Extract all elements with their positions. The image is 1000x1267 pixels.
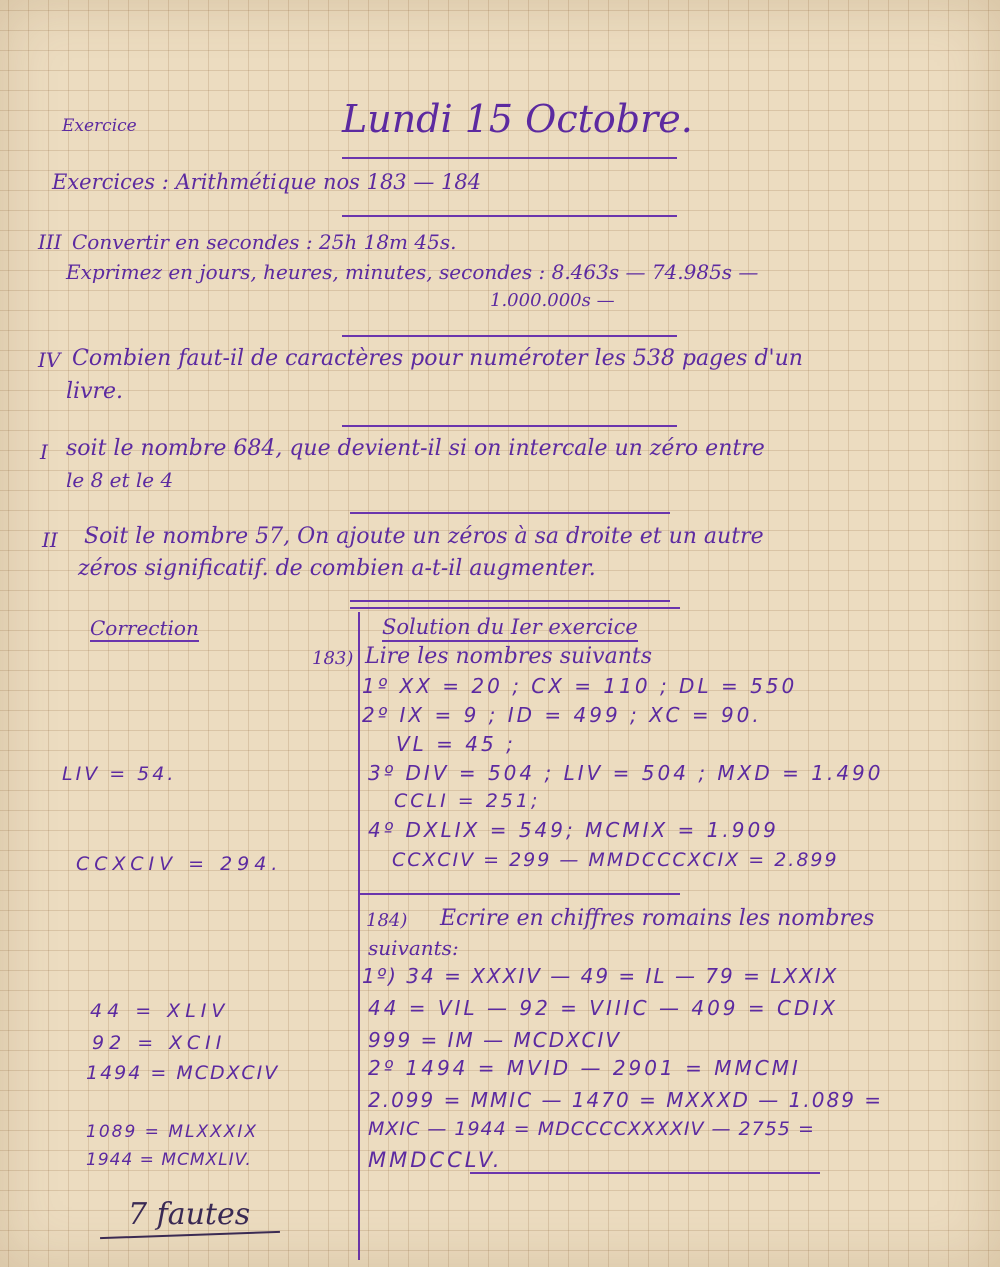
solution-line: 44 = VIL — 92 = VIIIC — 409 = CDIX: [368, 996, 838, 1020]
solution-line: 999 = IM — MCDXCIV: [368, 1028, 622, 1052]
correction-item: 1089 = MLXXXIX: [86, 1122, 259, 1142]
divider: [360, 893, 680, 895]
divider: [342, 335, 677, 337]
exercise-number: 184): [366, 910, 408, 931]
problem-text: 1.000.000s —: [490, 290, 615, 311]
solution-line: CCXCIV = 299 — MMDCCCXCIX = 2.899: [392, 849, 839, 871]
divider: [342, 215, 677, 217]
teacher-grade: 7 fautes: [128, 1197, 251, 1232]
problem-text: Soit le nombre 57, On ajoute un zéros à sa droite et un autre: [84, 524, 764, 549]
problem-number: III: [38, 230, 62, 254]
exercise-prompt: Ecrire en chiffres romains les nombres: [440, 906, 875, 931]
solution-line: VL = 45 ;: [396, 732, 516, 756]
problem-number: II: [42, 528, 58, 552]
problem-text: Convertir en secondes : 25h 18m 45s.: [72, 230, 457, 254]
solution-line: 2º 1494 = MVID — 2901 = MMCMI: [368, 1056, 801, 1080]
correction-title: Correction: [90, 616, 199, 640]
solution-line: MMDCCLV.: [368, 1148, 503, 1172]
solution-line: 1º XX = 20 ; CX = 110 ; DL = 550: [362, 674, 798, 698]
problem-text: Exprimez en jours, heures, minutes, secondes : 8.463s — 74.985s —: [66, 260, 759, 284]
divider: [342, 157, 677, 159]
problem-number: IV: [38, 348, 61, 372]
page-date: Lundi 15 Octobre.: [342, 97, 693, 141]
solution-title: Solution du Ier exercice: [382, 617, 638, 642]
solution-line: CCLI = 251;: [394, 790, 541, 812]
solution-line: 3º DIV = 504 ; LIV = 504 ; MXD = 1.490: [368, 761, 884, 785]
divider: [350, 607, 680, 609]
correction-item: 1494 = MCDXCIV: [86, 1062, 280, 1084]
solution-line: 1º) 34 = XXXIV — 49 = IL — 79 = LXXIX: [362, 964, 839, 988]
column-separator: [358, 612, 360, 1260]
exercise-label: Exercice: [62, 116, 137, 136]
solution-line: 2.099 = MMIC — 1470 = MXXXD — 1.089 =: [368, 1088, 884, 1112]
divider: [350, 512, 670, 514]
problem-text: livre.: [66, 379, 124, 404]
problem-text: zéros significatif. de combien a-t-il augmenter.: [78, 556, 596, 581]
divider: [342, 425, 677, 427]
exercise-number: 183): [312, 648, 354, 669]
problem-number: I: [40, 440, 48, 464]
correction-item: CCXCIV = 294.: [76, 853, 283, 875]
divider: [350, 600, 670, 602]
problem-text: soit le nombre 684, que devient-il si on intercale un zéro entre: [66, 436, 765, 461]
solution-line: 2º IX = 9 ; ID = 499 ; XC = 90.: [362, 703, 762, 727]
assignment-line: Exercices : Arithmétique nos 183 — 184: [52, 170, 482, 194]
correction-item: LIV = 54.: [62, 763, 177, 785]
problem-text: le 8 et le 4: [66, 468, 174, 492]
exercise-prompt: Lire les nombres suivants: [365, 644, 653, 669]
correction-item: 1944 = MCMXLIV.: [86, 1150, 252, 1170]
grade-underline: [100, 1231, 280, 1239]
divider: [470, 1172, 820, 1174]
correction-item: 92 = XCII: [92, 1032, 227, 1054]
exercise-prompt: suivants:: [368, 936, 459, 960]
correction-item: 44 = XLIV: [90, 1000, 230, 1022]
problem-text: Combien faut-il de caractères pour numéroter les 538 pages d'un: [72, 346, 803, 371]
solution-line: MXIC — 1944 = MDCCCCXXXXIV — 2755 =: [368, 1118, 815, 1140]
solution-line: 4º DXLIX = 549; MCMIX = 1.909: [368, 818, 779, 842]
